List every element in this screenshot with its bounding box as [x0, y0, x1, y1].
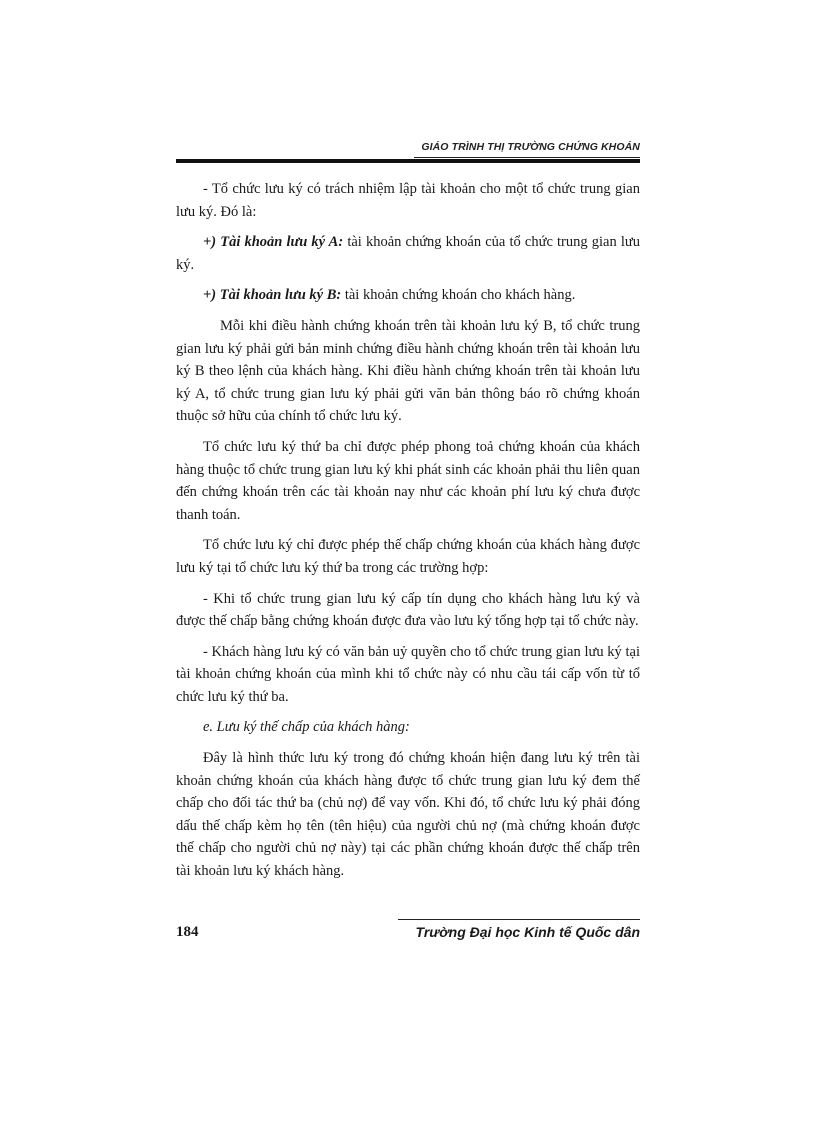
- running-header-title: GIÁO TRÌNH THỊ TRƯỜNG CHỨNG KHOÁN: [421, 141, 640, 153]
- footer-university-name: Trường Đại học Kinh tế Quốc dân: [415, 924, 640, 940]
- paragraph-1: - Tổ chức lưu ký có trách nhiệm lập tài khoản cho một tổ chức trung gian lưu ký. Đó là:: [176, 181, 640, 220]
- paragraph-8: - Khách hàng lưu ký có văn bản uỷ quyền cho tổ chức trung gian lưu ký tại tài khoản chứng khoán của mình khi tổ chức này có nhu cầu tái cấp vốn từ tổ chức lưu ký thứ ba.: [176, 643, 640, 705]
- paragraph-7: - Khi tổ chức trung gian lưu ký cấp tín dụng cho khách hàng lưu ký và được thế chấp bằng chứng khoán được đưa vào lưu ký tổng hợp tại tổ chức này.: [176, 590, 640, 630]
- term-account-a: +) Tài khoản lưu ký A:: [203, 234, 344, 251]
- account-b-description: tài khoản chứng khoán cho khách hàng.: [341, 287, 576, 304]
- account-a-description: tài khoản chứng khoán của tổ chức trung gian lưu ký.: [176, 234, 640, 273]
- paragraph-6: Tổ chức lưu ký chỉ được phép thế chấp chứng khoán của khách hàng được lưu ký tại tổ chức lưu ký thứ ba trong các trường hợp:: [176, 537, 640, 576]
- paragraph-10: Đây là hình thức lưu ký trong đó chứng khoán hiện đang lưu ký trên tài khoản chứng khoán của khách hàng được tổ chức trung gian lưu ký đem thế chấp cho đối tác thứ ba (chủ nợ) để vay vốn. Khi đó, tổ chức lưu ký phải đóng dấu thế chấp kèm họ tên (tên hiệu) của người chủ nợ (mà chứng khoán được thế chấp cho người chủ nợ này) tại các phần chứng khoán được thế chấp trên tài khoản lưu ký khách hàng.: [176, 750, 640, 880]
- footer-rule: [398, 919, 640, 920]
- paragraph-4: Mỗi khi điều hành chứng khoán trên tài khoản lưu ký B, tổ chức trung gian lưu ký phải gửi bản minh chứng điều hành chứng khoán trên tài khoản lưu ký B theo lệnh của khách hàng. Khi điều hành chứng khoán trên tài khoản lưu ký A, tổ chức trung gian lưu ký phải gửi văn bản thông báo rõ chứng khoán thuộc sở hữu của chính tổ chức lưu ký.: [176, 317, 640, 425]
- term-account-b: +) Tài khoản lưu ký B:: [203, 287, 342, 304]
- page-body: [176, 178, 640, 891]
- page-number: 184: [176, 924, 199, 940]
- header-rule-thick: [176, 159, 640, 163]
- paragraph-5: Tổ chức lưu ký thứ ba chỉ được phép phong toả chứng khoán của khách hàng thuộc tổ chức trung gian lưu ký khi phát sinh các khoản phải thu liên quan đến chứng khoán trên các tài khoản nay như các khoản phí lưu ký chưa được thanh toán.: [176, 438, 640, 523]
- section-heading-e: e. Lưu ký thế chấp của khách hàng:: [203, 719, 410, 736]
- paragraph-account-b: [176, 284, 640, 307]
- paragraph-account-a: [176, 231, 640, 276]
- header-rule-thin: [414, 157, 640, 158]
